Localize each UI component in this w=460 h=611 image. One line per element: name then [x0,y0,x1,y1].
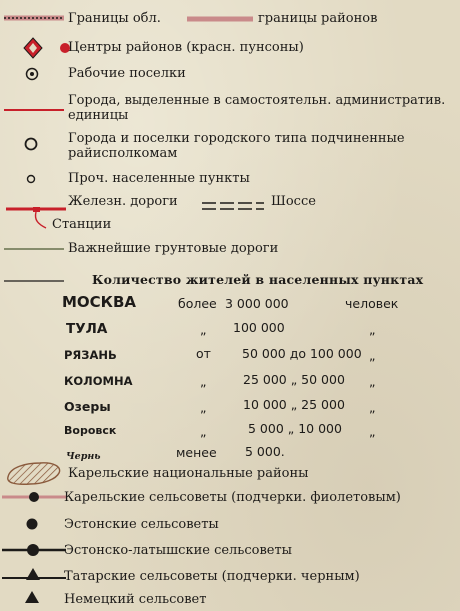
unit-vorovsk: „ [369,424,376,439]
value-kolomna: 25 000 „ 50 000 [243,372,345,387]
value-chern: 5 000. [245,444,285,459]
german-council-label: Немецкий сельсовет [64,592,207,607]
value-tula: 100 000 [233,320,285,335]
dirt-roads-label: Важнейшие грунтовые дороги [68,241,279,256]
karelian-districts-label: Карельские национальные районы [68,466,309,481]
admin-city-border-symbol [4,106,66,114]
population-heading: Количество жителей в населенных пунктах [92,272,424,287]
qualifier-kolomna: „ [200,374,207,389]
estonian-latvian-label: Эстонско-латышские сельсоветы [64,543,293,558]
estonian-councils-label: Эстонские сельсоветы [64,517,219,532]
city-chern: Чернь [66,451,101,462]
qualifier-vorovsk: „ [200,424,207,439]
city-tula: ТУЛА [66,321,108,337]
value-ryazan: 50 000 до 100 000 [242,346,362,361]
qualifier-tula: „ [200,322,207,337]
highway-symbol [200,199,266,213]
unit-kolomna: „ [369,374,376,389]
city-moscow: МОСКВА [62,293,136,311]
oblast-border-symbol [0,11,70,25]
district-centers-label: Центры районов (красн. пунсоны) [68,40,304,55]
city-ozery: Озеры [64,399,111,414]
other-settlements-label: Проч. населенные пункты [68,171,250,186]
unit-ozery: „ [369,400,376,415]
unit-ryazan: „ [369,348,376,363]
city-ryazan: РЯЗАНЬ [64,348,117,362]
qualifier-ryazan: от [196,346,211,361]
district-center-symbol [22,37,72,59]
workers-settlements-label: Рабочие поселки [68,66,186,81]
district-border-label: границы районов [258,11,378,26]
value-moscow: 3 000 000 [225,296,289,311]
stations-label: Станции [52,217,112,232]
railways-label: Железн. дороги [68,194,178,209]
cities-admin-label: Города, выделенные в самостоятельн. административ. единицы [68,93,446,123]
city-kolomna: КОЛОМНА [64,374,133,388]
cities-subordinate-label: Города и поселки городского типа подчиненные райисполкомам [68,131,405,161]
highway-label: Шоссе [271,194,316,209]
workers-settlement-symbol [24,66,40,82]
estonian-latvian-symbol [0,542,70,558]
qualifier-moscow: более [178,296,217,311]
value-vorovsk: 5 000 „ 10 000 [248,421,342,436]
karelian-council-symbol [0,490,70,504]
value-ozery: 10 000 „ 25 000 [243,397,345,412]
oblast-border-label: Границы обл. [68,11,161,26]
settlement-circle-symbol [25,173,37,185]
tatar-councils-label: Татарские сельсоветы (подчерки. черным) [64,569,360,584]
dirt-road-symbol [4,245,66,253]
karelian-councils-label: Карельские сельсоветы (подчерки. фиолетовым) [64,490,401,505]
unit-moscow: человек [345,296,399,311]
tatar-council-symbol [0,566,70,582]
karelian-district-symbol [4,457,64,487]
estonian-council-symbol [24,516,40,532]
town-circle-symbol [23,136,39,152]
qualifier-chern: менее [176,445,217,460]
district-border-symbol [185,14,255,24]
separator-line [4,277,66,285]
unit-tula: „ [369,322,376,337]
city-vorovsk: Воровск [64,424,117,437]
qualifier-ozery: „ [200,400,207,415]
german-council-symbol [24,590,40,604]
